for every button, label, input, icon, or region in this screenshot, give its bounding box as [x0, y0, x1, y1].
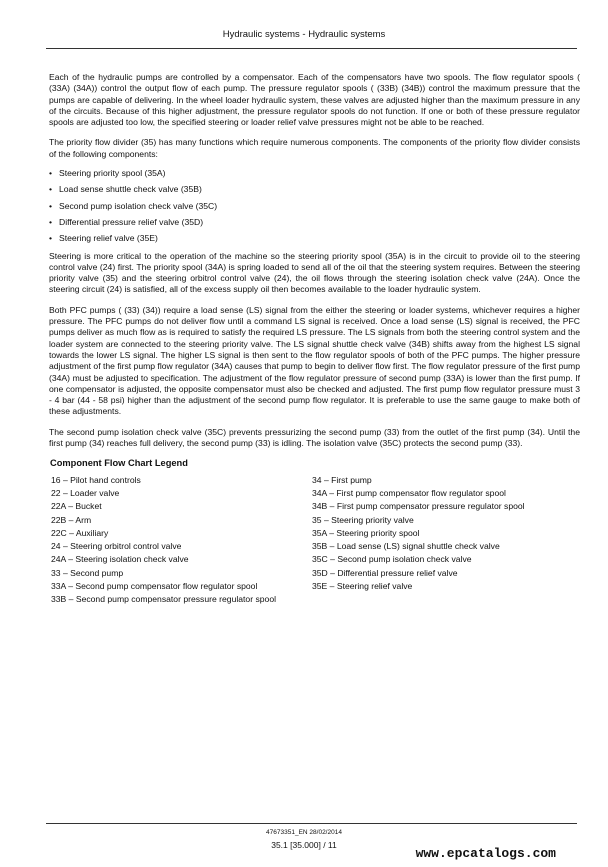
legend-entry: 24 – Steering orbitrol control valve	[51, 541, 182, 552]
header-rule	[46, 48, 577, 49]
legend-entry: 33B – Second pump compensator pressure regulator spool	[51, 594, 277, 605]
legend-entry: 35A – Steering priority spool	[312, 527, 420, 538]
legend-entry: 35 – Steering priority valve	[312, 514, 414, 525]
legend-entry: 22 – Loader valve	[51, 487, 120, 498]
paragraph-isolation-valve: The second pump isolation check valve (35C) prevents pressurizing the second pump (33) from the outlet of the first pump (34). Until the first pump (34) reaches full delivery, the second pump (33) is idling. The isolation valve (35C) protects the second pump (33).	[49, 426, 580, 449]
footer-document-reference: 47673351_EN 28/02/2014	[266, 829, 342, 836]
legend-entry: 24A – Steering isolation check valve	[51, 554, 189, 565]
component-bullet-list	[49, 168, 580, 244]
legend-title: Component Flow Chart Legend	[50, 458, 188, 469]
legend-left-column	[49, 475, 312, 608]
legend-entry: 22B – Arm	[51, 514, 92, 525]
paragraph-pfc-pumps: Both PFC pumps ( (33) (34)) require a load sense (LS) signal from the either the steering or loader systems, whichever requires a higher pressure. The PFC pumps do not deliver flow until a command LS signal is received. Once a load sense (LS) signal is received, the PFC pumps deliver as much flow as is required to satisfy the required LS pressure. The LS signals from both the steering control system and the loader system are connected to the steering priority valve. The LS signal shuttle check valve (34B) shifts away from the highest LS signal towards the lower LS signal. The higher LS signal is then sent to the flow regulator spools of both of the PFC pumps. The higher pressure adjustment of the first pump flow regulator (34A) causes that pump to begin to deliver flow first. The flow regulator pressure of the first pump (34A) must be adjusted to specification. The adjustment of the flow regulator pressure of second pump (33A) is lower than the first pump. If one compensator is adjusted, the opposite compensator must also be checked and adjusted. The first pump flow regulator pressure must 3 - 4 bar (44 - 58 psi) higher than the adjustment of the second pump flow regulator. It is preferable to use the same gauge to make both of these adjustments.	[49, 304, 580, 417]
legend-entry: 34A – First pump compensator flow regulator spool	[312, 487, 506, 498]
paragraph-priority-flow-divider: The priority flow divider (35) has many functions which require numerous components. The components of the priority flow divider consists of the following components:	[49, 137, 580, 159]
legend-entry: 22A – Bucket	[51, 501, 102, 512]
legend-entry: 33 – Second pump	[51, 567, 124, 578]
legend-entry: 35D – Differential pressure relief valve	[312, 567, 458, 578]
legend-entry: 33A – Second pump compensator flow regulator spool	[51, 580, 258, 591]
bullet-item: • Differential pressure relief valve (35D)	[49, 217, 580, 228]
paragraph-compensators: Each of the hydraulic pumps are controlled by a compensator. Each of the compensators have two spools. The flow regulator spools ( (33A) (34A)) control the output flow of each pump. The pressure regulator spools ( (33B) (34B)) control the maximum pressure that the pumps are capable of delivering. In the wheel loader hydraulic system, these valves are adjusted higher than the maximum pressure in any of the circuits. Because of this higher adjustment, the pressure regulator spools do not function. If one or both of these pressure regulator spools are adjusted too low, the specified steering or loader relief valve pressures might not be able to be reached.	[49, 72, 580, 128]
page-header-title: Hydraulic systems - Hydraulic systems	[222, 29, 386, 40]
footer-rule	[46, 823, 577, 824]
bullet-item: • Second pump isolation check valve (35C)	[49, 201, 580, 212]
page-body	[49, 72, 580, 608]
bullet-item: • Load sense shuttle check valve (35B)	[49, 184, 580, 195]
watermark-text: www.epcatalogs.com	[415, 846, 556, 861]
legend-entry: 16 – Pilot hand controls	[51, 474, 141, 485]
paragraph-steering: Steering is more critical to the operation of the machine so the steering priority spool (35A) is in the circuit to provide oil to the steering control valve (24) first. The priority spool (34A) is spring loaded to send all of the oil that the steering system requires. Between the steering priority valve (35) and the steering orbitrol control valve (24), the oil flows through the steering isolation check valve (24A). Once the steering circuit (24) is satisfied, all of the excess supply oil then becomes available to the loader hydraulic system.	[49, 250, 580, 295]
legend-entry: 34B – First pump compensator pressure regulator spool	[312, 501, 525, 512]
bullet-item: • Steering priority spool (35A)	[49, 168, 580, 179]
legend-entry: 22C – Auxiliary	[51, 527, 109, 538]
legend-entry: 35E – Steering relief valve	[312, 580, 413, 591]
legend-right-column	[312, 475, 580, 608]
legend-entry: 35C – Second pump isolation check valve	[312, 554, 472, 565]
legend-entry: 35B – Load sense (LS) signal shuttle check valve	[312, 541, 500, 552]
footer-page-number: 35.1 [35.000] / 11	[271, 840, 337, 850]
bullet-item: • Steering relief valve (35E)	[49, 233, 580, 244]
legend-entry: 34 – First pump	[312, 474, 372, 485]
legend-table	[49, 475, 580, 608]
